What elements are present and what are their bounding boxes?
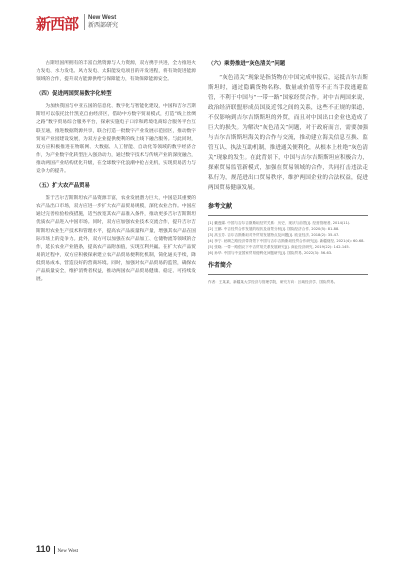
footer-divider <box>54 546 55 554</box>
section-6-text: “灰色清关”现象是指货物在中国完成申报后，运抵吉尔吉斯斯坦时，通过隐瞒货物名称、数量或价值等不正当手段逃避监管，不利于中国与“一带一路”国家经贸合作。对中吉两国来说，政治经济联盟形成员国及近邻之间的关系，这些不正规的渠道，不仅影响到吉尔吉斯斯坦的外贸，而且对中国出口企业也造成了巨大的损失。为解决“灰色清关”问题，对于政府而言，需要加强与吉尔吉斯斯坦海关的合作与交流，推动建立海关信息互换、监管互认、执法互助机制，推进通关便利化，从根本上杜绝“灰色清关”现象的发生。在此背景下，中国与吉尔吉斯斯坦应积极合力，探索贸易监管新模式，加强在贸易领域的合作，共同打击违法走私行为，规范进出口贸易秩序，维护两国企业的合法权益，促进两国贸易健康发展。 <box>208 75 368 191</box>
author-text: 作者：王某某，新疆某大学经济与管理学院，研究方向：区域经济学、国际贸易。 <box>208 280 338 284</box>
magazine-logo: 新西部 <box>36 15 79 33</box>
section-4-title: （四）促进两国贸易数字化转型 <box>36 91 112 98</box>
logo-en-line2: 新西部研究 <box>88 23 119 29</box>
reference-item: [4] 李宁. 丝绸之路经济带背景下中国与吉尔吉斯斯坦经贸合作研究[J]. 新疆财经, 2021(4): 60-68. <box>208 239 365 243</box>
right-column <box>208 60 368 285</box>
reference-item: [6] 孙华. 中国与中亚国家贸易便利化问题研究[J]. 国际贸易, 2022(3): 56-63. <box>208 251 333 255</box>
page-footer <box>36 544 78 554</box>
left-column <box>36 60 196 284</box>
section-4-text: 为加快我国与中亚五国的信息化、数字化与智能化建设，中国和吉尔吉斯斯坦可以依托比什凯克自由经济区，借助中方数字贸易模式，打造“线上丝绸之路”数字贸易综合服务平台，探索实施电子口岸和跨境电商综合服务平台互联互通，推进数据资源共享，联合打造一批数字产业发展示范园区，推动数字贸易产业园建设发展，为双方企业提供便利的线上线下融合服务。与此同时，双方应积极推进在物联网、大数据、人工智能、自动化等领域的数字经济合作，为产业数字化转型注入强劲动力，通过数字技术与传统产业的深度融合，推动两国产业结构优化升级，在全球数字化浪潮中抢占先机，实现贸易活力与竞争力的提升。 <box>36 104 196 175</box>
footer-magazine-name: New West <box>57 549 79 554</box>
reference-item: [5] 张晓. 一带一路倡议下中吉贸易关系发展研究[J]. 商业经济研究, 2019(22): 142-145. <box>208 245 350 249</box>
magazine-logo-en <box>84 14 118 30</box>
reference-item: [3] 高玉芳. 吉尔吉斯斯坦对外贸易发展特点及问题[J]. 欧亚经济, 2018(2): 35-47. <box>208 233 340 237</box>
reference-item: [2] 王鹏. 中吉经贸合作发展的现状及前景分析[J]. 国际经济合作, 2020(5): 81-88. <box>208 227 340 231</box>
reference-item: [1] 戴莲娣. 中国与吉尔吉斯斯坦经贸关系：历史、现状与前景[J]. 经营管理者, 2014(11). <box>208 221 351 225</box>
section-6-title: （六）乘势推进“灰色清关”问题 <box>208 61 286 67</box>
page-number: 110 <box>36 544 51 554</box>
intro-paragraph: 古斯坦国所拥有的丰富自然资源与人力资源，双方携手共进，全力推进火力发电、水力发电、风力发电、太阳能发电项目的开发进程，将有效促进能源领域的合作，提升双方能源供给与保障能力，有效保障能源安全。 <box>36 61 196 83</box>
logo-en-line1: New West <box>88 15 117 21</box>
references-title: 参考文献 <box>208 203 233 210</box>
author-divider <box>208 274 368 275</box>
author-title: 作者简介 <box>208 262 233 269</box>
page-header <box>0 0 402 46</box>
section-5-title: （五）扩大农产品贸易 <box>36 183 90 190</box>
references-divider <box>208 215 368 216</box>
section-5-text: 鉴于吉尔吉斯斯坦农产品资源丰富，农业发展潜力巨大，中国是其重要的农产品出口市场，双方应进一步扩大农产品贸易规模，深化农业合作。中国应通过完善检验检疫措施，适当放宽其农产品准入条件，推动更多吉尔吉斯斯坦优质农产品进入中国市场。同时，双方应加强农业技术交流合作，提升吉尔吉斯斯坦农业生产技术和管理水平，提高农产品质量和产量，增强其农产品在国际市场上的竞争力。此外，双方可以加强在农产品加工、仓储物流等领域的合作，延长农业产业链条，提高农产品附加值，实现互利共赢。在扩大农产品贸易的过程中，双方应积极探索建立农产品贸易便利化机制，简化通关手续，降低贸易成本，营造良好的营商环境。同时，加强对农产品贸易的监管，确保农产品质量安全，维护消费者权益，推动两国农产品贸易健康、稳定、可持续发展。 <box>36 196 196 283</box>
